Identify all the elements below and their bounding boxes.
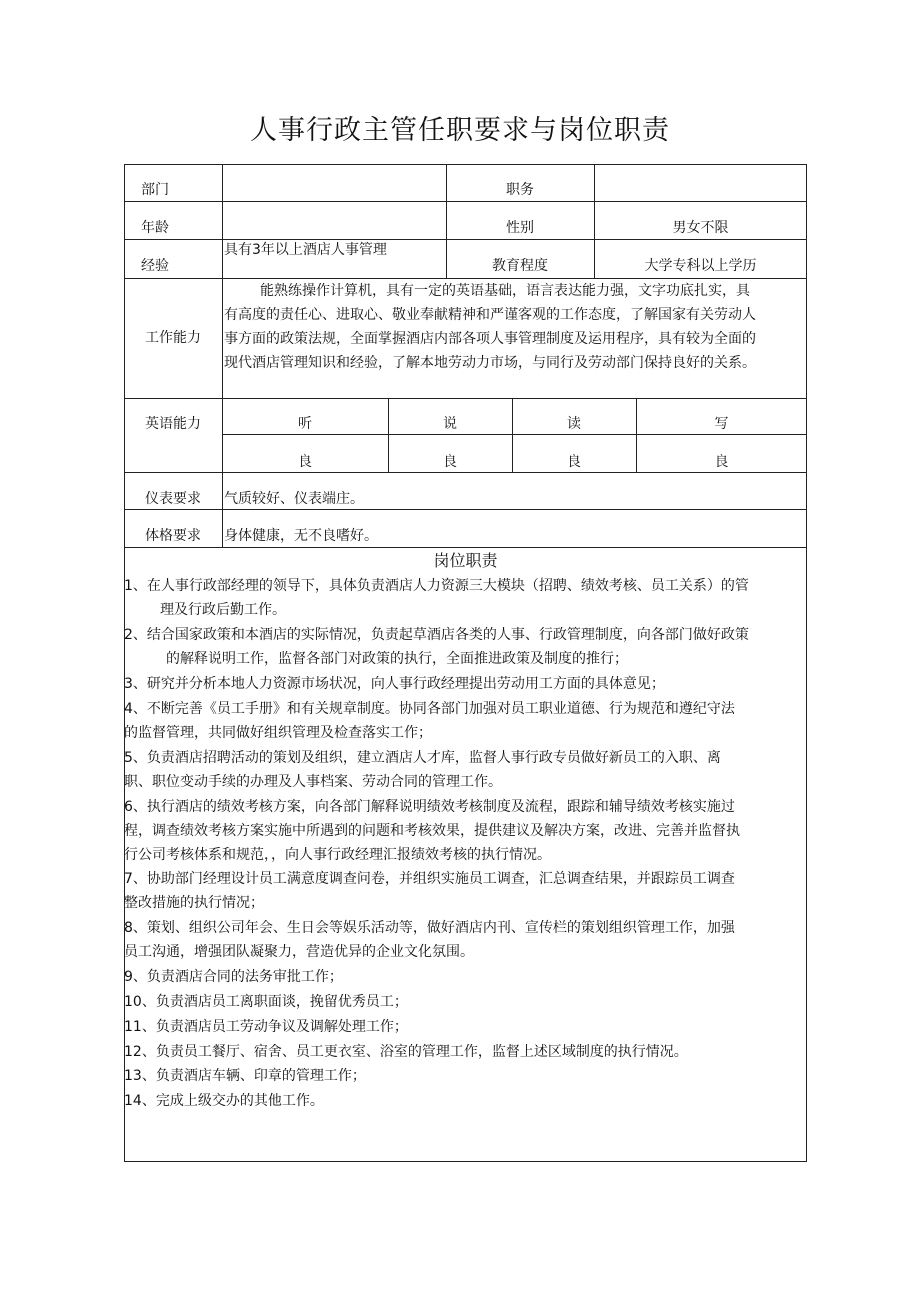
english-read-header: 读 xyxy=(567,416,581,432)
page-title: 人事行政主管任职要求与岗位职责 xyxy=(250,115,670,146)
english-listen-value: 良 xyxy=(298,454,312,470)
duty-item: 1、在人事行政部经理的领导下，具体负责酒店人力资源三大模块（招聘、绩效考核、员工关系）的管 理及行政后勤工作。 xyxy=(124,578,749,618)
duty-item: 2、结合国家政策和本酒店的实际情况，负责起草酒店各类的人事、行政管理制度，向各部门做好政策 的解释说明工作，监督各部门对政策的执行，全面推进政策及制度的推行； xyxy=(124,627,749,667)
duty-item: 13、负责酒店车辆、印章的管理工作； xyxy=(124,1068,366,1084)
col-divider xyxy=(222,164,223,547)
english-write-header: 写 xyxy=(714,416,729,432)
duty-item: 3、研究并分析本地人力资源市场状况，向人事行政经理提出劳动用工方面的具体意见； xyxy=(124,676,665,692)
appearance-value: 气质较好、仪表端庄。 xyxy=(224,491,364,507)
row-divider xyxy=(124,398,807,399)
ability-line: 现代酒店管理知识和经验，了解本地劳动力市场，与同行及劳动部门保持良好的关系。 xyxy=(224,355,756,371)
english-read-value: 良 xyxy=(567,454,581,470)
physical-value: 身体健康，无不良嗜好。 xyxy=(224,528,378,544)
duty-item: 7、协助部门经理设计员工满意度调查问卷，并组织实施员工调查，汇总调查结果，并跟踪员工调查 整改措施的执行情况； xyxy=(124,871,735,911)
row-divider xyxy=(222,434,807,435)
duty-item: 10、负责酒店员工离职面谈，挽留优秀员工； xyxy=(124,994,408,1010)
education-value: 大学专科以上学历 xyxy=(644,258,757,274)
row-divider xyxy=(124,472,807,473)
ability-line: 能熟练操作计算机，具有一定的英语基础，语言表达能力强，文字功底扎实，具 xyxy=(260,283,750,299)
english-speak-value: 良 xyxy=(443,454,457,470)
duties-title: 岗位职责 xyxy=(433,551,498,570)
duty-item: 6、执行酒店的绩效考核方案，向各部门解释说明绩效考核制度及流程，跟踪和辅导绩效考核实施过 程，调查绩效考核方案实施中所遇到的问题和考核效果，提供建议及解决方案，改进、完善并监督执 行公司考核体系和规范，，向人事行政经理汇报绩效考核的执行情况。 xyxy=(124,799,740,863)
english-listen-header: 听 xyxy=(298,416,312,432)
duty-item: 11、负责酒店员工劳动争议及调解处理工作； xyxy=(124,1019,408,1035)
duty-item: 5、负责酒店招聘活动的策划及组织，建立酒店人才库，监督人事行政专员做好新员工的入职、离 职、职位变动手续的办理及人事档案、劳动合同的管理工作。 xyxy=(124,750,721,790)
education-label: 教育程度 xyxy=(492,258,548,274)
english-speak-header: 说 xyxy=(443,416,457,432)
english-write-value: 良 xyxy=(714,454,729,470)
gender-value: 男女不限 xyxy=(672,220,729,236)
row-divider xyxy=(124,547,807,548)
ability-line: 事方面的政策法规，全面掌握酒店内部各项人事管理制度及运用程序，具有较为全面的 xyxy=(224,331,756,347)
row-divider xyxy=(124,201,807,202)
age-label: 年龄 xyxy=(141,220,169,236)
experience-value: 具有3年以上酒店人事管理 xyxy=(224,242,387,258)
row-divider xyxy=(124,509,807,510)
duty-item: 8、策划、组织公司年会、生日会等娱乐活动等，做好酒店内刊、宣传栏的策划组织管理工作，加强 员工沟通，增强团队凝聚力，营造优异的企业文化氛围。 xyxy=(124,920,735,960)
ability-label: 工作能力 xyxy=(145,330,201,346)
department-label: 部门 xyxy=(141,182,169,198)
ability-text xyxy=(224,279,807,375)
experience-label: 经验 xyxy=(141,258,169,274)
duty-item: 4、不断完善《员工手册》和有关规章制度。协同各部门加强对员工职业道德、行为规范和遵纪守法 的监督管理，共同做好组织管理及检查落实工作； xyxy=(124,701,735,741)
gender-label: 性别 xyxy=(506,220,534,236)
appearance-label: 仪表要求 xyxy=(145,491,201,507)
english-label: 英语能力 xyxy=(145,416,201,432)
duty-item: 9、负责酒店合同的法务审批工作； xyxy=(124,969,343,985)
physical-label: 体格要求 xyxy=(145,528,201,544)
position-label: 职务 xyxy=(506,182,534,198)
duty-item: 12、负责员工餐厅、宿舍、员工更衣室、浴室的管理工作，监督上述区域制度的执行情况。 xyxy=(124,1044,688,1060)
ability-line: 有高度的责任心、进取心、敬业奉献精神和严谨客观的工作态度，了解国家有关劳动人 xyxy=(224,307,756,323)
duty-item: 14、完成上级交办的其他工作。 xyxy=(124,1093,324,1109)
